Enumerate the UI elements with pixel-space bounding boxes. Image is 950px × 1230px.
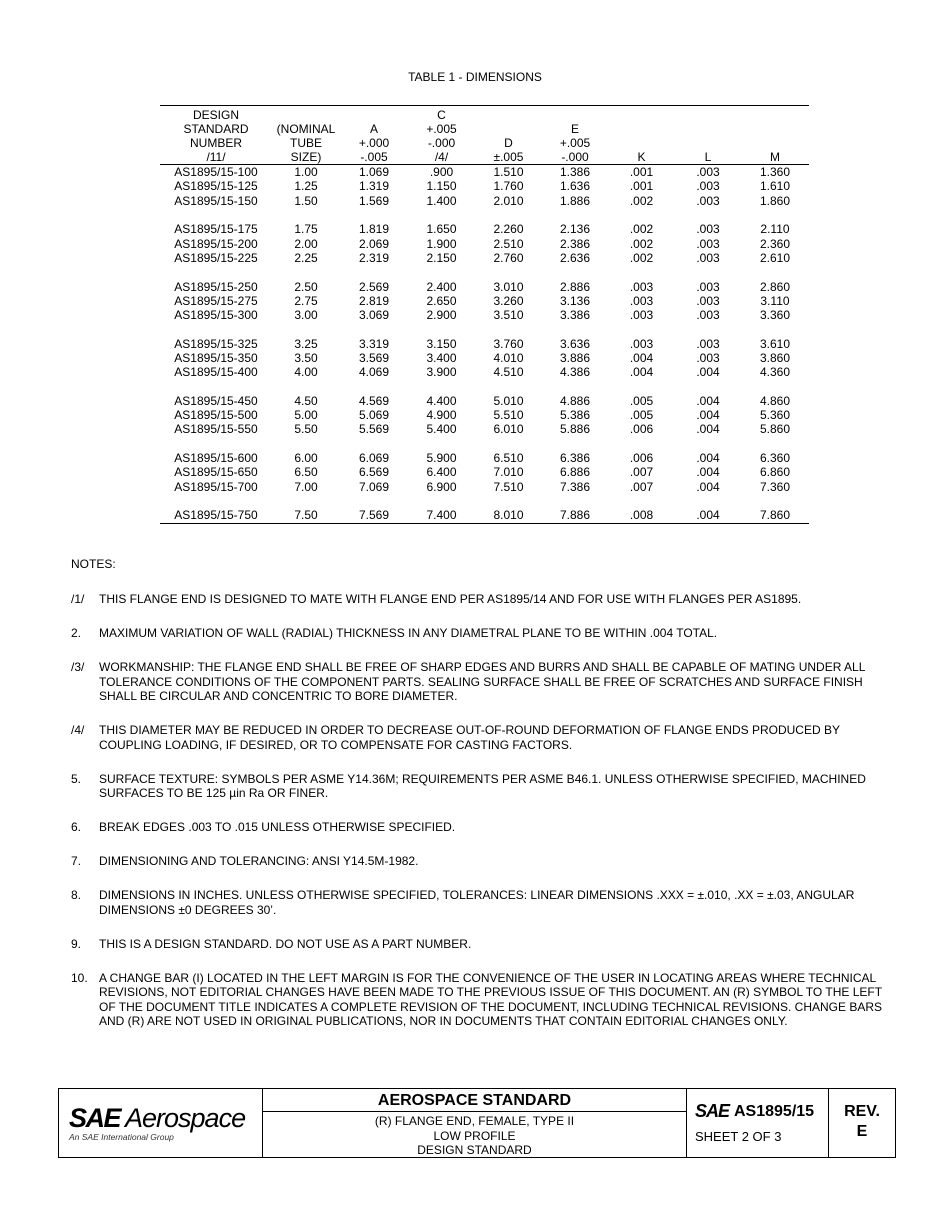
table-cell: .003 [696,336,720,351]
table-cell: 3.569 [358,351,390,365]
table-cell: .003 [696,279,720,294]
table-cell: 2.25 [294,250,318,265]
table-cell: 2.819 [358,293,390,308]
table-cell: 5.860 [759,422,791,437]
table-cell: .003 [629,293,654,308]
table-cell: 8.010 [475,508,542,524]
table-cell: AS1895/15-450 [174,393,258,408]
table-cell: 5.010 [493,393,524,408]
table-cell: 5.569 [358,422,390,437]
table-cell: .007 [629,465,654,480]
table-cell: .001 [629,179,654,194]
table-cell: AS1895/15-700 [174,479,258,494]
table-header-row [160,106,809,165]
table-cell: 3.50 [294,351,318,365]
table-cell: 7.386 [559,479,591,494]
table-cell: 6.860 [759,465,791,480]
table-cell: AS1895/15-500 [174,408,258,423]
table-cell: 3.010 [493,279,524,294]
note-number: 10. [71,970,88,985]
table-cell: 4.569 [358,393,390,408]
table-cell: 2.136 [559,222,591,237]
table-cell: .002 [629,250,654,265]
dimensions-table [160,105,809,524]
table-cell: AS1895/15-175 [174,222,258,237]
table-cell: 2.610 [759,250,791,265]
table-cell: 2.150 [426,250,457,265]
table-cell: 6.510 [493,451,524,466]
table-cell: 1.510 [493,165,524,180]
table-cell: .003 [629,308,654,323]
note-text: MAXIMUM VARIATION OF WALL (RADIAL) THICKNESS IN ANY DIAMETRAL PLANE TO BE WITHIN .004 TOTAL. [99,626,718,640]
table-cell: 2.360 [759,236,791,251]
spacer-cell [160,208,809,222]
table-cell: 3.260 [493,293,524,308]
table-cell: AS1895/15-225 [174,250,258,265]
table-row [160,408,809,422]
title-block [58,1088,896,1158]
table-cell: 5.510 [493,408,524,423]
table-cell: 2.650 [426,293,457,308]
table-cell: AS1895/15-350 [174,351,258,365]
table-cell: .007 [629,479,654,494]
logo-sae-text: SAE [69,1103,121,1133]
table-cell: 6.360 [759,451,791,466]
note-item [71,592,891,607]
table-cell: 4.510 [493,365,524,380]
document-title-line: LOW PROFILE [433,1128,516,1143]
revision-cell [829,1089,895,1157]
table-cell: 2.510 [493,236,524,251]
table-cell: AS1895/15-100 [174,165,258,180]
table-spacer-row [160,494,809,508]
table-cell: 3.510 [493,308,524,323]
table-cell: .004 [696,422,720,437]
table-cell: 7.510 [493,479,524,494]
col-header-l: L [675,106,741,165]
col-header-k: K [608,106,675,165]
table-cell: 2.319 [358,250,390,265]
table-cell: .004 [696,465,720,480]
table-cell: 2.260 [493,222,524,237]
table-spacer-row [160,437,809,451]
table-cell: 4.00 [294,365,318,380]
notes-list [71,592,891,1048]
revision-label: REV. [844,1103,880,1120]
table-spacer-row [160,322,809,336]
table-cell: 1.650 [426,222,457,237]
table-cell: 3.319 [358,336,390,351]
table-cell: 2.00 [294,236,318,251]
table-cell: 2.400 [426,279,457,294]
table-cell: .003 [696,165,720,180]
table-cell: .003 [696,193,720,208]
spacer-cell [160,494,809,508]
table-cell: 5.360 [759,408,791,423]
table-cell: .004 [629,351,654,365]
table-cell: 3.760 [493,336,524,351]
note-item [71,626,891,641]
note-text: SURFACE TEXTURE: SYMBOLS PER ASME Y14.36M; REQUIREMENTS PER ASME B46.1. UNLESS OTHERWISE SPECIFIED, MACHINED SURFACES TO BE 125 µin Ra OR FINER. [99,771,866,800]
table-cell: 1.569 [358,193,390,208]
table-cell: 2.636 [559,250,591,265]
table-cell: AS1895/15-125 [174,179,258,194]
table-cell: .004 [696,393,720,408]
col-header-d: D ±.005 [475,106,542,165]
table-cell: 6.069 [358,451,390,466]
table-cell: 3.00 [294,308,318,323]
table-cell: .001 [629,165,654,180]
table-spacer-row [160,208,809,222]
note-text: THIS IS A DESIGN STANDARD. DO NOT USE AS A PART NUMBER. [99,936,472,951]
table-cell: .003 [696,308,720,323]
table-cell: 3.150 [426,336,457,351]
table-row [160,165,809,180]
sae-small-logo: SAE [695,1101,730,1121]
table-cell: .003 [696,222,720,237]
table-cell: 2.900 [426,308,457,323]
table-cell: AS1895/15-600 [174,451,258,466]
table-cell: 7.010 [493,465,524,480]
table-cell: 2.760 [493,250,524,265]
table-cell: 4.900 [426,408,457,423]
table-cell: 2.50 [294,279,318,294]
table-cell: 2.886 [559,279,591,294]
table-cell: .003 [696,179,720,194]
note-text: DIMENSIONS IN INCHES. UNLESS OTHERWISE SPECIFIED, TOLERANCES: LINEAR DIMENSIONS .XXX = ±.010, .XX = ±.03, ANGULAR DIMENSIONS ±0 DEGREES 30’. [99,888,855,917]
table-cell: 6.00 [294,451,318,466]
table-cell: 2.110 [760,222,790,237]
note-text: THIS DIAMETER MAY BE REDUCED IN ORDER TO DECREASE OUT-OF-ROUND DEFORMATION OF FLANGE ENDS PRODUCED BY COUPLING LOADING, IF DESIRED, OR TO COMPENSATE FOR CASTING FACTORS. [99,723,840,752]
table-cell: 4.010 [493,351,524,365]
table-cell: 1.50 [294,193,318,208]
table-cell: .002 [629,222,654,237]
table-cell: 4.860 [759,393,791,408]
table-cell: 5.386 [559,408,591,423]
table-cell: 1.400 [426,193,457,208]
table-row [160,194,809,208]
table-cell: 3.386 [559,308,591,323]
table-cell: .004 [696,479,720,494]
table-row [160,365,809,379]
table-row [160,337,809,351]
logo-aerospace-text: Aerospace [125,1103,246,1133]
col-header-m: M [741,106,809,165]
table-cell: 3.886 [559,351,591,365]
table-cell: AS1895/15-300 [174,308,258,323]
note-item [71,888,891,917]
col-header-e: E +.005 -.000 [542,106,608,165]
table-cell: .003 [696,250,720,265]
note-item [71,937,891,952]
table-body [160,165,809,524]
col-header-c: C +.005 -.000 /4/ [408,106,475,165]
document-title-line: (R) FLANGE END, FEMALE, TYPE II [374,1114,575,1128]
table-title: TABLE 1 - DIMENSIONS [408,70,542,84]
table-row [160,508,809,524]
table-cell: 3.400 [426,351,457,365]
table-cell: 1.25 [294,179,318,194]
table-cell: .900 [429,165,454,180]
table-row [160,251,809,265]
note-item [71,660,891,704]
table-cell: 1.610 [759,179,791,194]
table-cell: 1.319 [358,179,390,194]
table-cell: 1.819 [358,222,390,237]
table-cell: 1.636 [559,179,591,194]
table-cell: 4.069 [358,365,390,380]
table-cell: 7.860 [741,508,809,524]
table-spacer-row [160,379,809,393]
table-row [160,279,809,293]
table-cell: .004 [696,451,720,466]
table-cell: .002 [629,193,654,208]
table-cell: 4.360 [759,365,791,380]
table-cell: .008 [608,508,675,524]
table-cell: 3.136 [559,293,591,308]
table-cell: 3.610 [759,336,791,351]
note-item [71,772,891,801]
table-cell: 3.069 [358,308,390,323]
table-cell: AS1895/15-750 [160,508,272,524]
table-cell: .004 [696,408,720,423]
table-cell: 7.360 [759,479,791,494]
logo-tagline: An SAE International Group [69,1132,174,1142]
col-header-nominal-tube-size: (NOMINAL TUBE SIZE) [272,106,340,165]
table-cell: 7.400 [408,508,475,524]
table-row [160,236,809,250]
table-cell: 2.860 [759,279,791,294]
table-cell: 3.636 [559,336,591,351]
table-cell: 4.386 [559,365,591,380]
table-cell: 5.00 [294,408,318,423]
table-row [160,294,809,308]
table-cell: 7.50 [272,508,340,524]
table-cell: 1.00 [294,165,318,180]
table-cell: 7.069 [358,479,390,494]
note-number: /3/ [71,660,85,674]
table-cell: AS1895/15-400 [174,365,258,380]
table-cell: .003 [696,236,720,251]
table-row [160,465,809,479]
table-cell: AS1895/15-325 [174,336,258,351]
note-number: 9. [71,936,82,951]
note-number: 8. [71,888,82,902]
table-cell: 6.886 [559,465,591,480]
table-cell: 2.386 [559,236,591,251]
table-cell: 5.886 [559,422,591,437]
table-cell: 7.886 [542,508,608,524]
col-header-a: A +.000 -.005 [340,106,408,165]
table-cell: .005 [629,408,654,423]
table-cell: 4.50 [294,393,318,408]
table-cell: 5.400 [426,422,457,437]
document-number: AS1895/15 [734,1103,815,1120]
table-cell: 6.386 [559,451,591,466]
table-cell: 5.069 [358,408,390,423]
spacer-cell [160,437,809,451]
table-cell: 1.360 [759,165,791,180]
title-block-center [263,1089,687,1157]
table-cell: AS1895/15-550 [174,422,258,437]
table-cell: 1.069 [358,165,390,180]
table-cell: .003 [629,279,654,294]
note-item [71,820,891,835]
document-title-line: DESIGN STANDARD [417,1143,532,1157]
table-row [160,394,809,408]
col-header-design-standard: DESIGN STANDARD NUMBER /11/ [160,106,272,165]
table-cell: AS1895/15-250 [174,279,258,294]
table-cell: 4.886 [559,393,591,408]
table-cell: 4.400 [426,393,457,408]
note-number: 5. [71,771,82,786]
table-cell: 2.010 [493,193,524,208]
table-row [160,308,809,322]
note-item [71,854,891,869]
table-cell: 5.50 [294,422,318,437]
table-cell: 5.900 [426,451,457,466]
table-cell: .003 [696,293,720,308]
table-cell: 1.386 [559,165,591,180]
note-number: 6. [71,820,82,834]
table-cell: 1.760 [493,179,524,194]
spacer-cell [160,379,809,393]
note-text: DIMENSIONING AND TOLERANCING: ANSI Y14.5M-1982. [99,854,419,868]
sae-aerospace-logo [59,1089,263,1157]
table-cell: 7.00 [294,479,318,494]
table-cell: 6.569 [358,465,390,480]
table-cell: .005 [629,393,654,408]
table-cell: 1.886 [559,193,591,208]
table-cell: 6.010 [493,422,524,437]
table-cell: 3.110 [760,293,790,308]
note-text: A CHANGE BAR (I) LOCATED IN THE LEFT MARGIN IS FOR THE CONVENIENCE OF THE USER IN LOCATING AREAS WHERE TECHNICAL REVISIONS, NOT EDITORIAL CHANGES HAVE BEEN MADE TO THE PREVIOUS ISSUE OF THIS DOCUMENT. AN (R) SYMBOL TO THE LEFT OF THE DOCUMENT TITLE INDICATES A COMPLETE REVISION OF THE DOCUMENT, INCLUDING TECHNICAL REVISIONS. CHANGE BARS AND (R) ARE NOT USED IN ORIGINAL PUBLICATIONS, NOR IN DOCUMENTS THAT CONTAIN EDITORIAL CHANGES ONLY. [99,970,883,1028]
table-cell: 3.360 [759,308,791,323]
table-cell: 3.25 [294,336,318,351]
table-cell: 3.860 [759,351,791,365]
spacer-cell [160,322,809,336]
table-cell: .006 [629,451,654,466]
table-cell: AS1895/15-275 [174,293,258,308]
table-cell: .004 [675,508,741,524]
table-cell: 1.900 [426,236,457,251]
note-text: THIS FLANGE END IS DESIGNED TO MATE WITH FLANGE END PER AS1895/14 AND FOR USE WITH FLANGES PER AS1895. [99,592,802,606]
note-text: BREAK EDGES .003 TO .015 UNLESS OTHERWISE SPECIFIED. [99,820,456,834]
table-cell: 7.569 [340,508,408,524]
table-cell: 2.569 [358,279,390,294]
note-number: /4/ [71,723,85,737]
table-row [160,451,809,465]
table-cell: .006 [629,422,654,437]
note-number: /1/ [71,592,85,606]
note-number: 2. [71,626,82,640]
table-cell: 1.860 [759,193,791,208]
document-title [263,1112,686,1158]
spacer-cell [160,265,809,279]
table-cell: .002 [629,236,654,251]
table-spacer-row [160,265,809,279]
note-item [71,723,891,752]
note-number: 7. [71,854,82,868]
table-cell: .003 [696,351,720,365]
notes-label: NOTES: [71,557,116,571]
table-cell: 2.069 [358,236,390,251]
table-cell: 6.50 [294,465,318,480]
table-cell: 6.900 [426,479,457,494]
table-cell: 1.75 [294,222,318,237]
table-row [160,422,809,436]
table-cell: AS1895/15-650 [174,465,258,480]
note-text: WORKMANSHIP: THE FLANGE END SHALL BE FREE OF SHARP EDGES AND BURRS AND SHALL BE CAPABLE OF MATING UNDER ALL TOLERANCE CONDITIONS OF THE COMPONENT PARTS. SEALING SURFACE SHALL BE FREE OF SCRATCHES AND SURFACE FINISH SHALL BE CIRCULAR AND CONCENTRIC TO BORE DIAMETER. [99,660,865,703]
standard-heading: AEROSPACE STANDARD [263,1089,686,1112]
table-cell: .003 [629,336,654,351]
revision-value: E [856,1123,868,1140]
table-cell: .004 [629,365,654,380]
table-row [160,222,809,236]
table-cell: 2.75 [294,293,318,308]
table-cell: 1.150 [426,179,457,194]
table-row [160,351,809,365]
table-row [160,179,809,193]
document-number-cell [687,1089,829,1157]
table-cell: 6.400 [426,465,457,480]
table-cell: .004 [696,365,720,380]
table-cell: AS1895/15-150 [174,193,258,208]
table-row [160,480,809,494]
table-cell: AS1895/15-200 [174,236,258,251]
sheet-number: SHEET 2 OF 3 [695,1129,782,1144]
table-cell: 3.900 [426,365,457,380]
note-item [71,971,891,1029]
